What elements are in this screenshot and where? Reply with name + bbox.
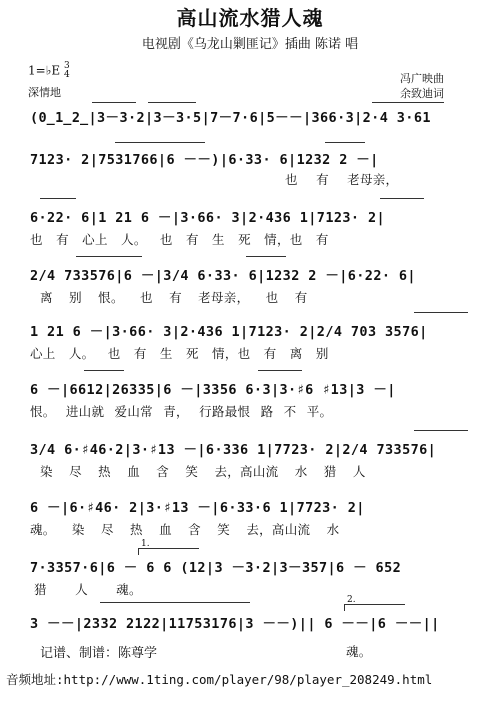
time-bottom: 4 [63, 70, 70, 80]
key-signature [28, 62, 70, 80]
staff-lyrics: 猎 人 魂。 [34, 582, 142, 597]
song-subtitle: 电视剧《乌龙山剿匪记》插曲 陈诺 唱 [141, 37, 359, 52]
slur-line [148, 102, 196, 103]
slur-line [246, 256, 286, 257]
staff-notes: 7·3357·6|6 － 6 6 (12|3 －3·2|3－357|6 － 652 [30, 560, 402, 576]
second-ending-label: 2. [347, 595, 356, 605]
staff-notes: 7123· 2|7531766|6 －－)|6·33· 6|1232 2 －| [30, 152, 379, 168]
time-signature [64, 62, 70, 80]
slur-line [76, 256, 142, 257]
audio-link[interactable]: 音频地址:http://www.1ting.com/player/98/player_208249.html [6, 672, 433, 687]
slur-line [258, 370, 302, 371]
final-lyric: 魂。 [346, 644, 372, 659]
staff-lyrics: 恨。 进山就 爱山常 青， 行路最恨 路 不 平。 [30, 404, 333, 419]
staff-notes: 3/4 6·♯46·2|3·♯13 －|6·336 1|7723· 2|2/4 733576| [30, 442, 437, 458]
staff-lyrics: 心上 人。 也 有 生 死 情，也 有 离 别 [30, 346, 329, 361]
slur-line [40, 198, 76, 199]
slur-line [372, 102, 444, 103]
slur-line [84, 370, 124, 371]
staff-notes: (0̲1̲2̲|3－3·2|3－3·5|7－7·6|5－－|366·3|2·4 3·61 [30, 110, 431, 126]
lyricist-credit: 余致迪词 [400, 87, 444, 100]
second-ending-bracket [344, 595, 405, 611]
song-title: 高山流水猎人魂 [176, 6, 324, 30]
slur-line [414, 430, 468, 431]
slur-line [100, 602, 250, 603]
expression-mark: 深情地 [28, 86, 61, 99]
staff-notes: 2/4 733576|6 －|3/4 6·33· 6|1232 2 －|6·22· 6| [30, 268, 416, 284]
first-ending-label: 1. [141, 539, 150, 549]
slur-line [414, 312, 468, 313]
composer-credit: 冯广映曲 [400, 72, 444, 85]
first-ending-bracket [138, 539, 199, 555]
slur-line [92, 102, 136, 103]
transcriber-credit: 记谱、制谱：陈尊学 [40, 646, 158, 661]
staff-notes: 3 －－|2332 2122|11753176|3 －－)|| 6 －－|6 －－|| [30, 616, 440, 632]
staff-notes: 1 21 6 －|3·66· 3|2·436 1|7123· 2|2/4 703 3576| [30, 324, 428, 340]
staff-notes: 6 －|6·♯46· 2|3·♯13 －|6·33·6 1|7723· 2| [30, 500, 365, 516]
staff-notes: 6 －|6612|26335|6 －|3356 6·3|3·♯6 ♯13|3 －| [30, 382, 396, 398]
staff-notes: 6·22· 6|1 21 6 －|3·66· 3|2·436 1|7123· 2| [30, 210, 386, 226]
time-top: 3 [63, 61, 70, 71]
staff-lyrics: 染 尽 热 血 含 笑 去，高山流 水 猎 人 [40, 464, 366, 479]
staff-lyrics: 也 有 心上 人。 也 有 生 死 情，也 有 [30, 232, 329, 247]
slur-line [325, 142, 365, 143]
key-text: 1=♭E [28, 63, 61, 78]
staff-lyrics: 离 别 恨。 也 有 老母亲， 也 有 [40, 290, 308, 305]
staff-lyrics: 魂。 染 尽 热 血 含 笑 去，高山流 水 [30, 522, 340, 537]
staff-lyrics: 也 有 老母亲， [285, 172, 399, 187]
slur-line [380, 198, 424, 199]
slur-line [115, 142, 205, 143]
